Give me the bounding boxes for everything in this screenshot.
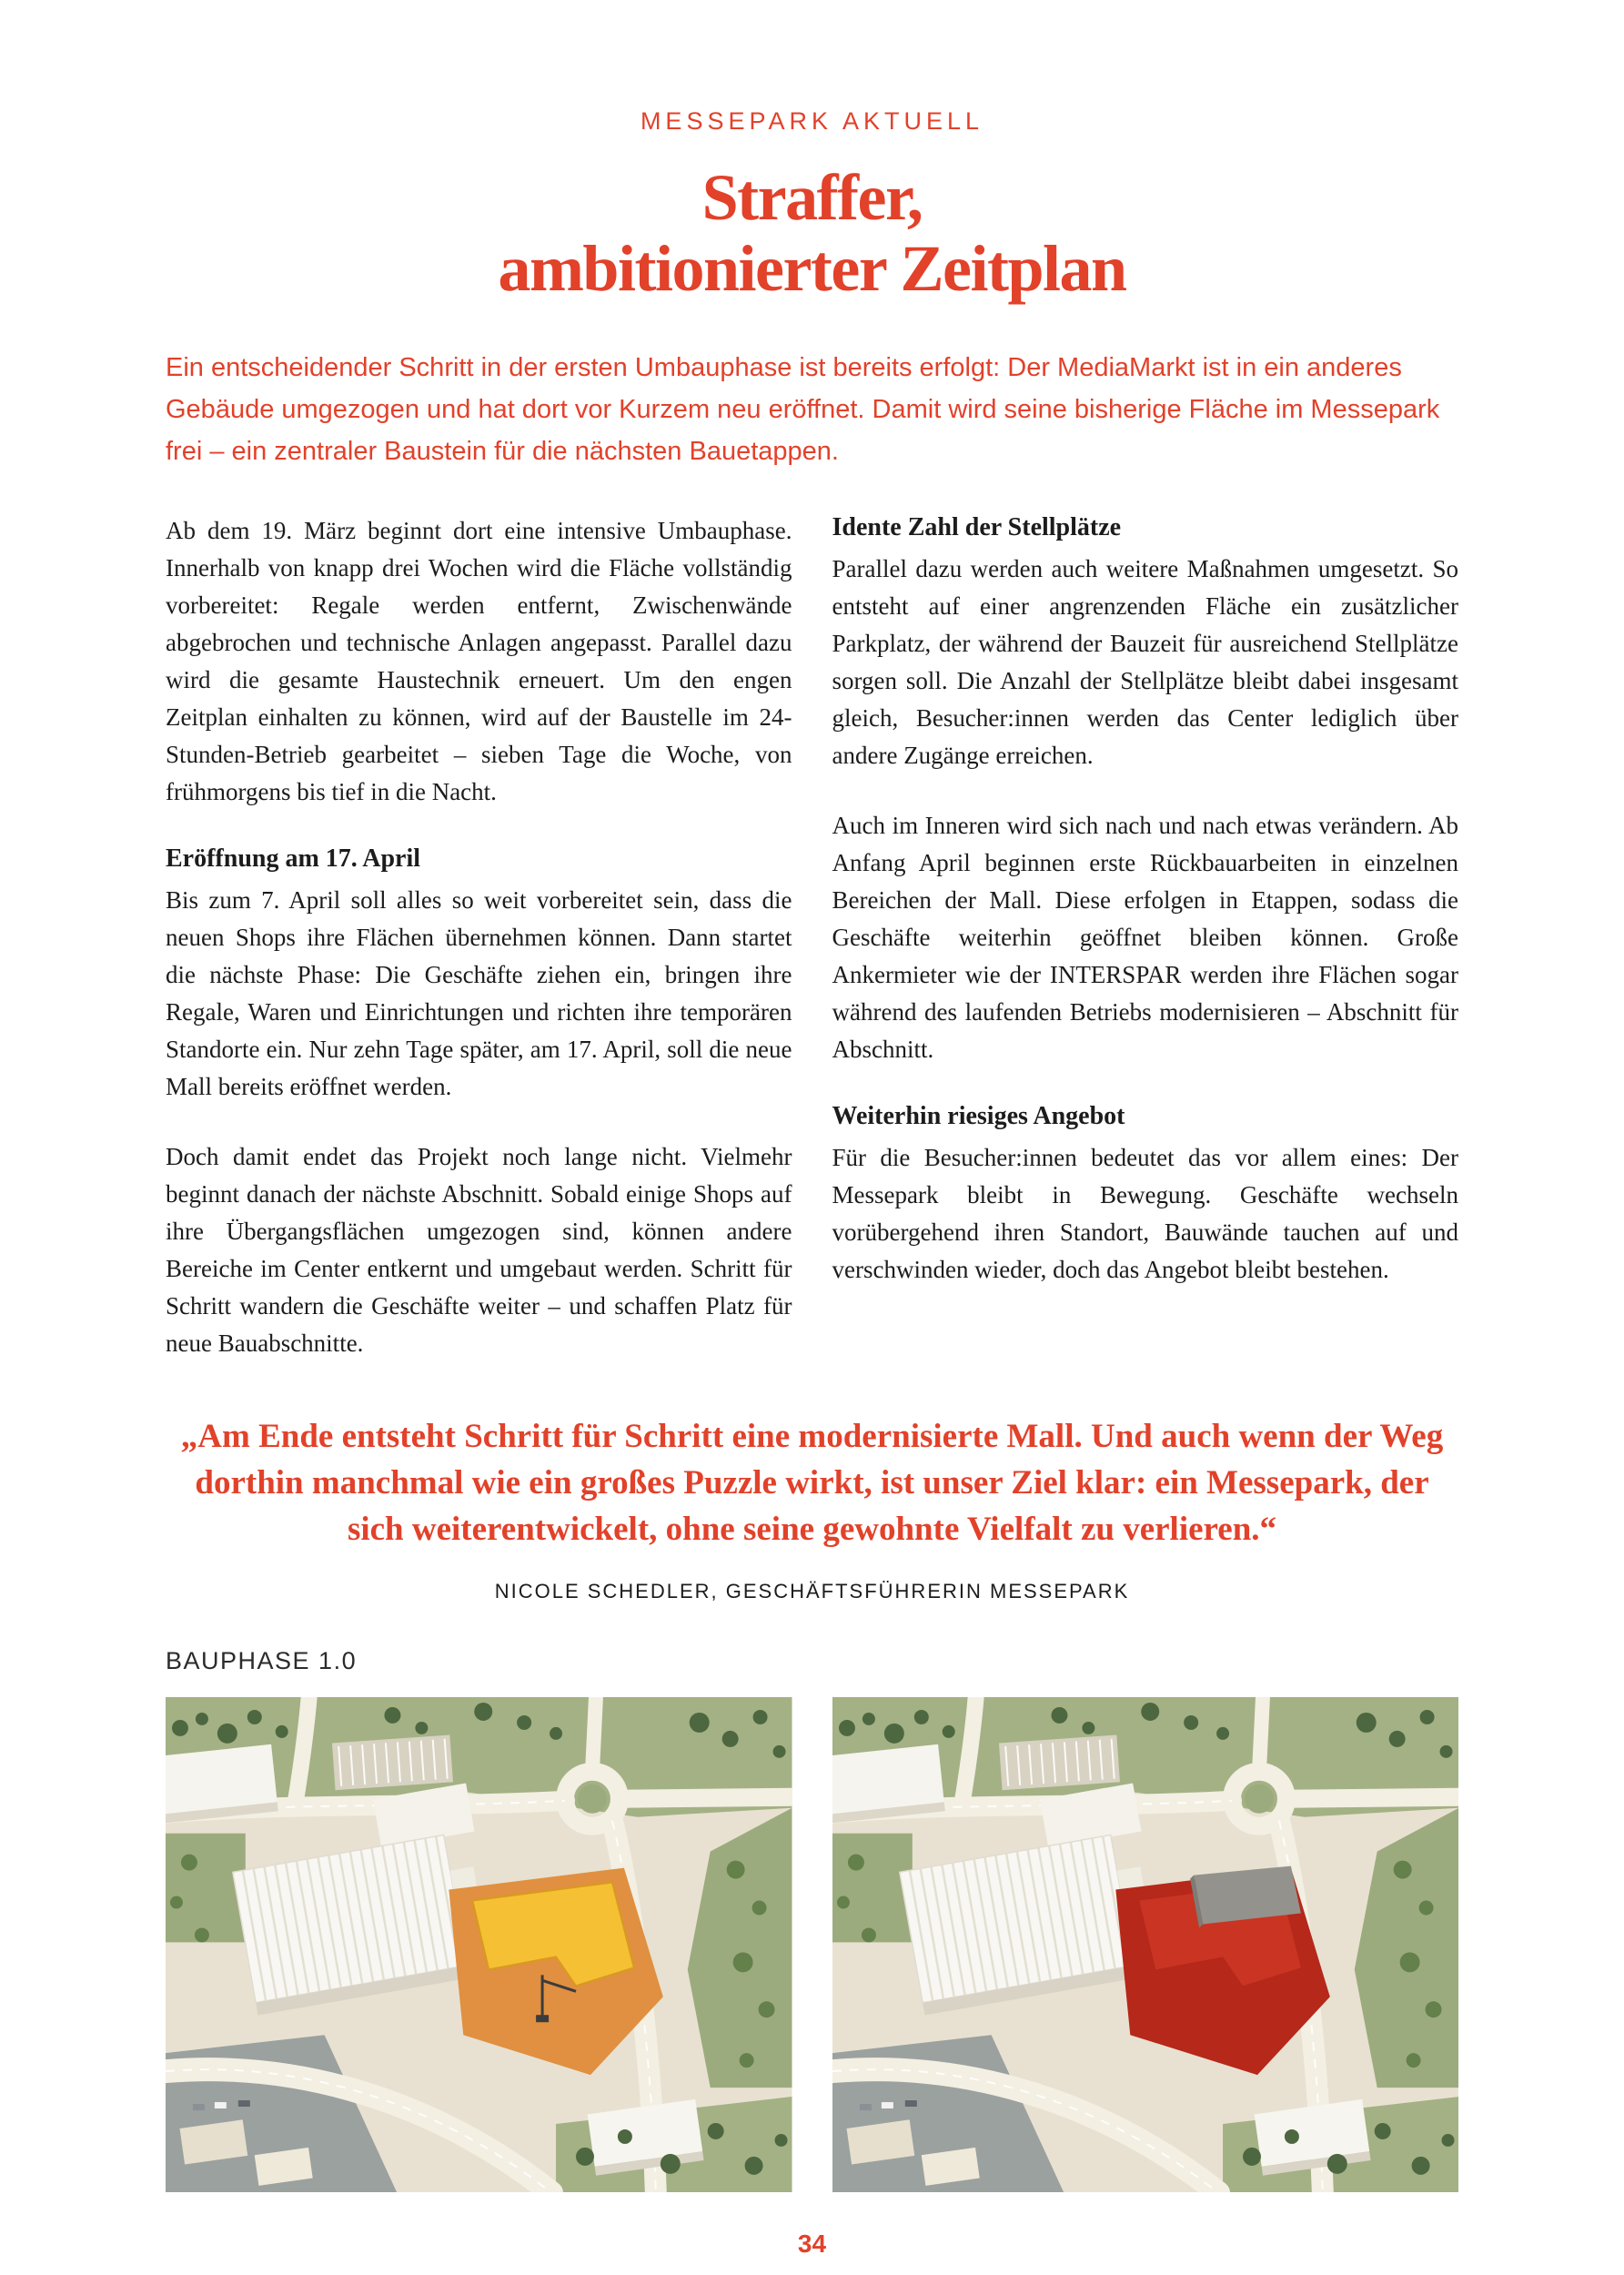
page-title bbox=[166, 163, 1458, 305]
subheading-eroeffnung: Eröffnung am 17. April bbox=[166, 844, 421, 873]
section-label-bauphase: BAUPHASE 1.0 bbox=[166, 1646, 358, 1674]
column-right bbox=[832, 512, 1459, 1395]
roundabout-center bbox=[578, 1784, 607, 1813]
subheading-angebot: Weiterhin riesiges Angebot bbox=[832, 1101, 1125, 1130]
lead-paragraph: Ein entscheidender Schritt in der ersten Umbauphase ist bereits erfolgt: Der MediaMarkt ist in ein anderes Gebäude umgezogen und hat dort vor Kurzem neu eröffnet. Damit wird seine bisherige Fläche im Messepark frei – ein zentraler Baustein für die nächsten Bauetappen. bbox=[166, 352, 1440, 466]
title-line-2: ambitionierter Zeitplan bbox=[498, 231, 1126, 305]
page-number: 34 bbox=[797, 2230, 827, 2258]
bauphase-figure-construction bbox=[166, 1697, 792, 2193]
paragraph: Für die Besucher:innen bedeutet das vor allem eines: Der Messepark bleibt in Bewegung. Geschäfte wechseln vorübergehend ihren Standort, Bauwände tauchen auf und verschwinden wieder, doch das Angebot bleibt bestehen. bbox=[832, 1143, 1458, 1283]
quote-attribution: NICOLE SCHEDLER, GESCHÄFTSFÜHRERIN MESSEPARK bbox=[494, 1579, 1130, 1603]
paragraph: Parallel dazu werden auch weitere Maßnahmen umgesetzt. So entsteht auf einer angrenzenden Fläche ein zusätzlicher Parkplatz, der während der Bauzeit für ausreichend Stellplätze sorgen soll. Die Anzahl der Stellplätze bleibt dabei insgesamt gleich, Besucher:innen werden das Center lediglich über andere Zugänge erreichen. bbox=[832, 554, 1458, 769]
roundabout-center bbox=[1245, 1784, 1274, 1813]
body-columns bbox=[166, 512, 1458, 1395]
bauphase-figure-red-area bbox=[832, 1697, 1459, 2193]
column-left bbox=[166, 512, 792, 1395]
parking-strip-top bbox=[332, 1734, 453, 1790]
paragraph: Bis zum 7. April soll alles so weit vorbereitet sein, dass die neuen Shops ihre Flächen übernehmen können. Dann startet die nächste Phase: Die Geschäfte ziehen ein, bringen ihre Regale, Waren und Einrichtungen und richten ihre temporären Standorte ein. Nur zehn Tage später, am 17. April, soll die neue Mall bereits eröffnet werden. bbox=[166, 885, 792, 1100]
kicker: MESSEPARK AKTUELL bbox=[640, 107, 984, 135]
parking-strip-top bbox=[998, 1734, 1119, 1790]
aerial-render-construction bbox=[166, 1697, 792, 2193]
paragraph: Doch damit endet das Projekt noch lange nicht. Vielmehr beginnt danach der nächste Abschnitt. Sobald einige Shops auf ihre Übergangsflächen umgezogen sind, können andere Bereiche im Center entkernt und umgebaut werden. Schritt für Schritt wandern die Geschäfte weiter – und schaffen Platz für neue Bauabschnitte. bbox=[166, 1142, 792, 1357]
subheading-stellplaetze: Idente Zahl der Stellplätze bbox=[832, 512, 1122, 541]
pull-quote: „Am Ende entsteht Schritt für Schritt eine modernisierte Mall. Und auch wenn der Weg dorthin manchmal wie ein großes Puzzle wirkt, ist unser Ziel klar: ein Messepark, der sich weiterentwickelt, ohne seine gewohnte Vielfalt zu verlieren.“ bbox=[180, 1417, 1444, 1548]
paragraph: Auch im Inneren wird sich nach und nach etwas verändern. Ab Anfang April beginnen erste Rückbauarbeiten in einzelnen Bereichen der Mall. Diese erfolgen in Etappen, sodass die Geschäfte weiterhin geöffnet bleiben können. Große Ankermieter wie der INTERSPAR werden ihre Flächen sogar während des laufenden Betriebs modernisieren – Abschnitt für Abschnitt. bbox=[832, 811, 1458, 1063]
figure-row bbox=[166, 1697, 1458, 2193]
aerial-render-red-area bbox=[832, 1697, 1459, 2193]
paragraph: Ab dem 19. März beginnt dort eine intensive Umbauphase. Innerhalb von knapp drei Wochen wird die Fläche vollständig vorbereitet: Regale werden entfernt, Zwischenwände abgebrochen und technische Anlagen angepasst. Parallel dazu wird die gesamte Haustechnik erneuert. Um den engen Zeitplan einhalten zu können, wird auf der Baustelle im 24-Stunden-Betrieb gearbeitet – sieben Tage die Woche, von frühmorgens bis tief in die Nacht. bbox=[166, 516, 792, 805]
title-line-1: Straffer, bbox=[701, 161, 923, 234]
